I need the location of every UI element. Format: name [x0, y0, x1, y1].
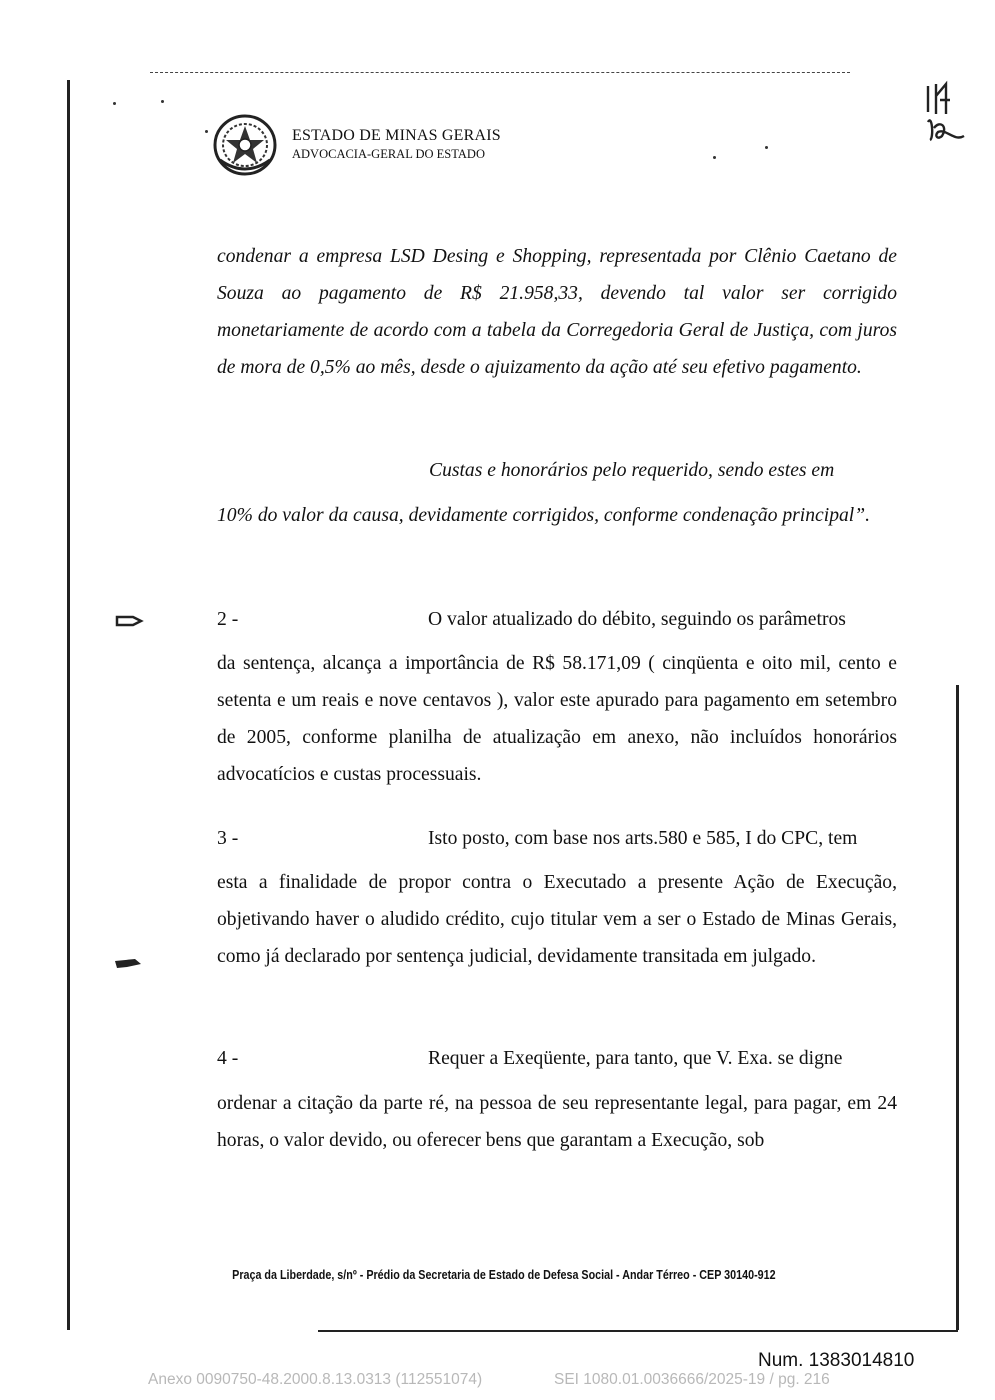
header-title: ESTADO DE MINAS GERAIS — [292, 127, 501, 144]
item-number: 4 - — [217, 1048, 239, 1069]
paragraph-costs-first-line: Custas e honorários pelo requerido, sendo estes em — [429, 460, 835, 481]
item-2-text: da sentença, alcança a importância de R$ 58.171,09 ( cinqüenta e oito mil, cento e setenta e um reais e nove centavos ), valor este apurado para pagamento em setembro de 2005, conforme planilha de atualização em anexo, não incluídos honorários advocatícios e custas processuais. — [217, 653, 897, 785]
item-number: 2 - — [217, 609, 239, 630]
coat-of-arms-icon — [212, 114, 278, 176]
document-number: Num. 1383014810 — [758, 1350, 915, 1371]
margin-arrow-icon — [113, 956, 143, 970]
item-number: 3 - — [217, 828, 239, 849]
scan-speck — [113, 102, 116, 105]
footer-address: Praça da Liberdade, s/nº - Prédio da Secretaria de Estado de Defesa Social - Andar Térreo - CEP 30140-912 — [232, 1268, 776, 1282]
scan-speck — [765, 146, 768, 149]
item-2-first-line: O valor atualizado do débito, seguindo os parâmetros — [428, 609, 846, 630]
item-3-first-line: Isto posto, com base nos arts.580 e 585, I do CPC, tem — [428, 828, 858, 849]
footer-rule — [318, 1330, 958, 1332]
sei-stamp: SEI 1080.01.0036666/2025-19 / pg. 216 — [554, 1371, 830, 1388]
scan-edge-right — [956, 685, 959, 1330]
scan-speck — [205, 130, 208, 133]
header-subtitle: ADVOCACIA-GERAL DO ESTADO — [292, 147, 485, 161]
scan-edge-left — [67, 80, 70, 1330]
scan-speck — [713, 156, 716, 159]
paragraph-costs: 10% do valor da causa, devidamente corrigidos, conforme condenação principal”. — [217, 505, 871, 526]
scan-speck — [161, 100, 164, 103]
paragraph-judgment: condenar a empresa LSD Desing e Shopping, representada por Clênio Caetano de Souza ao pagamento de R$ 21.958,33, devendo tal valor ser corrigido monetariamente de acordo com a tabela da Corregedoria Geral de Justiça, com juros de mora de 0,5% ao mês, desde o ajuizamento da ação até seu efetivo pagamento. — [217, 246, 897, 378]
handwritten-page-mark — [924, 78, 968, 144]
item-3-text: esta a finalidade de propor contra o Executado a presente Ação de Execução, objetivando haver o aludido crédito, cujo titular vem a ser o Estado de Minas Gerais, como já declarado por sentença judicial, devidamente transitada em julgado. — [217, 872, 897, 967]
annex-stamp: Anexo 0090750-48.2000.8.13.0313 (112551074) — [148, 1371, 483, 1388]
item-4-first-line: Requer a Exeqüente, para tanto, que V. Exa. se digne — [428, 1048, 843, 1069]
header-rule — [150, 72, 850, 73]
margin-arrow-icon — [115, 614, 145, 628]
item-4-text: ordenar a citação da parte ré, na pessoa de seu representante legal, para pagar, em 24 horas, o valor devido, ou oferecer bens que garantam a Execução, sob — [217, 1093, 897, 1151]
